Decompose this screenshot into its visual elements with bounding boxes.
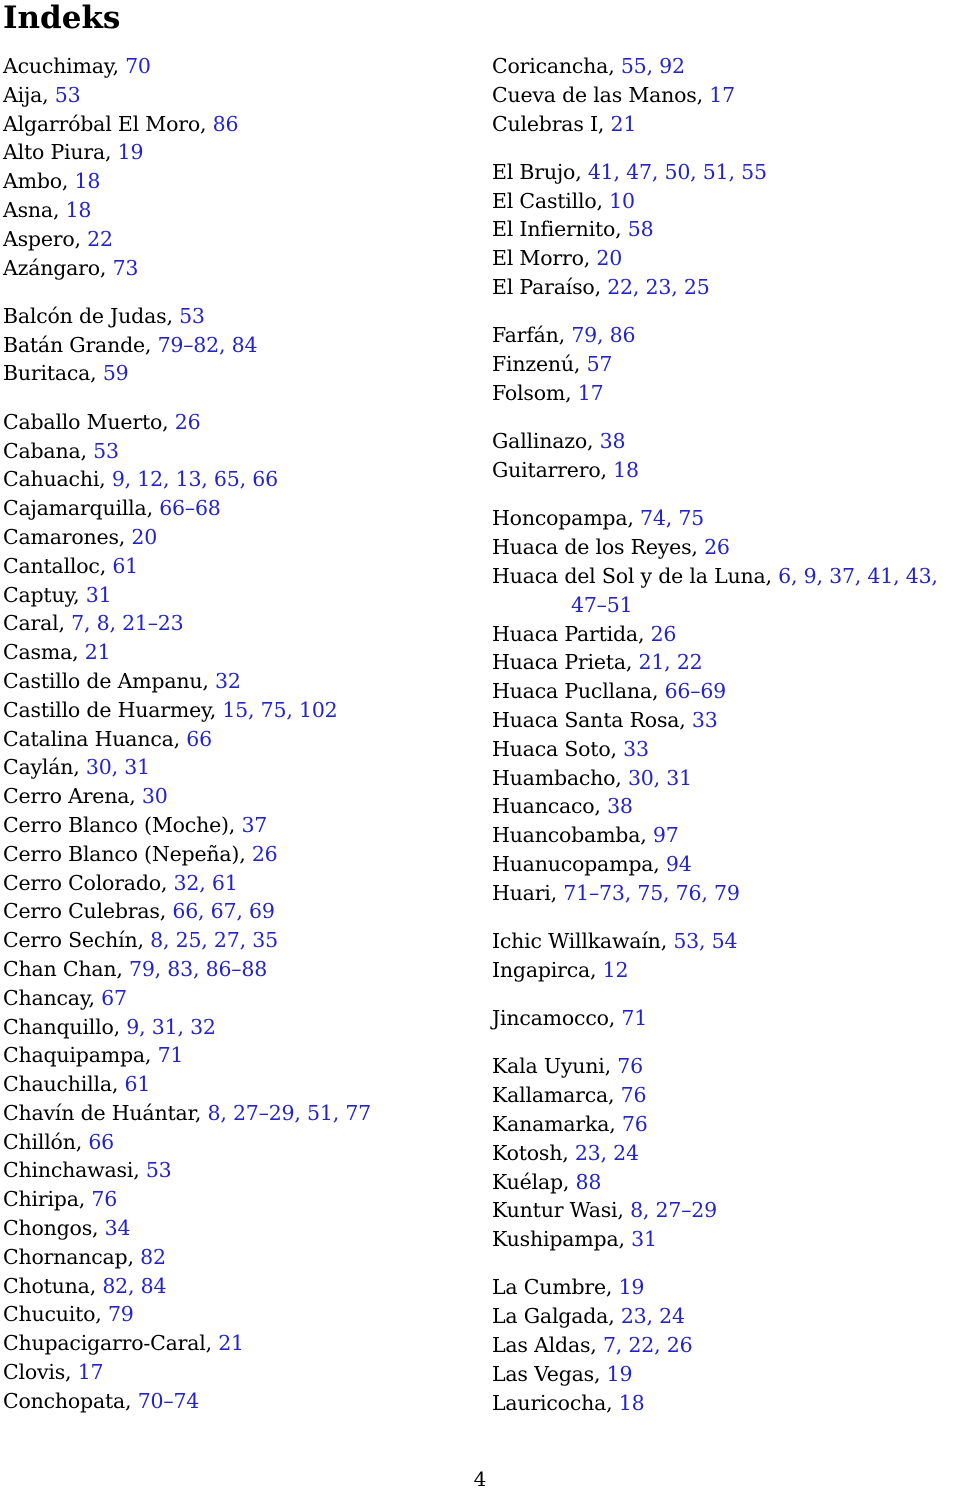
index-term: Chavín de Huántar, xyxy=(3,1100,208,1125)
index-term: Chotuna, xyxy=(3,1273,103,1298)
index-page-links[interactable]: 57 xyxy=(586,352,613,377)
index-term: Chanquillo, xyxy=(3,1014,127,1039)
index-term: La Galgada, xyxy=(492,1304,621,1329)
index-page-links[interactable]: 31 xyxy=(631,1227,657,1252)
index-entry xyxy=(492,215,960,244)
index-term: Cabana, xyxy=(3,438,94,463)
index-term: Cerro Blanco (Nepeña), xyxy=(3,841,252,866)
index-entry xyxy=(3,494,473,523)
index-page-links[interactable]: 86 xyxy=(212,111,239,136)
index-entry xyxy=(3,753,473,782)
index-term: Chupacigarro-Caral, xyxy=(3,1331,219,1356)
index-letter-group xyxy=(492,1273,960,1417)
index-page-links[interactable]: 21 xyxy=(610,111,637,136)
index-entry xyxy=(3,811,473,840)
index-page-links[interactable]: 58 xyxy=(627,217,654,242)
index-page-links[interactable]: 17 xyxy=(577,380,604,405)
index-page-links[interactable]: 8, 27–29, 51, 77 xyxy=(207,1100,372,1125)
index-term: Huanucopampa, xyxy=(492,851,666,876)
index-page-links[interactable]: 53 xyxy=(54,82,81,107)
index-entry xyxy=(3,609,473,638)
index-term: Huaca Pucllana, xyxy=(492,679,665,704)
index-entry xyxy=(3,302,473,331)
index-letter-group xyxy=(492,427,960,485)
index-entry xyxy=(3,1156,473,1185)
index-page-links[interactable]: 20 xyxy=(131,524,158,549)
index-entry xyxy=(492,620,960,649)
index-entry xyxy=(492,81,960,110)
index-term: Conchopata, xyxy=(3,1388,138,1413)
index-page-links[interactable]: 6, 9, 37, 41, 43, 47–51 xyxy=(571,563,938,617)
index-term: Aija, xyxy=(3,82,55,107)
index-page-links[interactable]: 41, 47, 50, 51, 55 xyxy=(587,159,767,184)
index-term: El Brujo, xyxy=(492,159,588,184)
index-entry xyxy=(3,696,473,725)
index-entry xyxy=(492,879,960,908)
index-entry xyxy=(492,1052,960,1081)
index-term: Huaca Soto, xyxy=(492,736,624,761)
index-page-links[interactable]: 79–82, 84 xyxy=(157,332,258,357)
index-letter-group xyxy=(492,504,960,907)
index-term: Kala Uyuni, xyxy=(492,1054,618,1079)
index-page-links[interactable]: 73 xyxy=(112,255,139,280)
index-page-links[interactable]: 7, 22, 26 xyxy=(602,1333,693,1358)
index-entry xyxy=(492,1004,960,1033)
index-term: Kanamarka, xyxy=(492,1112,622,1136)
index-page-links[interactable]: 66 xyxy=(186,726,212,751)
index-term: El Castillo, xyxy=(492,188,610,213)
index-term: Captuy, xyxy=(3,582,86,607)
index-term: Las Aldas, xyxy=(492,1333,603,1358)
index-entry xyxy=(492,533,960,562)
index-term: Batán Grande, xyxy=(3,332,158,357)
index-letter-group xyxy=(3,408,473,1416)
index-entry xyxy=(3,225,473,254)
index-page-links[interactable]: 32, 61 xyxy=(173,870,238,895)
index-left-column xyxy=(3,52,473,1435)
index-page-links[interactable]: 76 xyxy=(620,1083,647,1108)
index-entry xyxy=(492,927,960,956)
index-entry xyxy=(3,437,473,466)
index-term: Huancaco, xyxy=(492,794,608,819)
index-term: Chucuito, xyxy=(3,1302,108,1327)
index-page-links[interactable]: 21, 22 xyxy=(638,650,703,675)
index-page-links[interactable]: 59 xyxy=(102,361,129,386)
index-entry xyxy=(492,504,960,533)
index-entry xyxy=(492,764,960,793)
index-page-links[interactable]: 18 xyxy=(65,197,92,222)
index-entry xyxy=(3,1329,473,1358)
index-page-links[interactable]: 71 xyxy=(157,1043,184,1068)
index-page-links[interactable]: 82 xyxy=(140,1244,166,1269)
index-term: Huaca Santa Rosa, xyxy=(492,707,692,732)
index-entry xyxy=(492,321,960,350)
index-title: Indeks xyxy=(3,0,121,36)
index-page-links[interactable]: 31 xyxy=(85,582,112,607)
index-entry xyxy=(492,379,960,408)
index-entry xyxy=(492,1225,960,1254)
index-term: Camarones, xyxy=(3,524,132,549)
index-term: Huancobamba, xyxy=(492,823,653,848)
index-page-links[interactable]: 19 xyxy=(618,1275,645,1300)
index-page-links[interactable]: 38 xyxy=(599,429,626,454)
index-page-links[interactable]: 70–74 xyxy=(137,1388,200,1413)
index-entry xyxy=(3,465,473,494)
index-entry xyxy=(492,1168,960,1197)
index-entry xyxy=(3,1387,473,1416)
index-entry xyxy=(3,840,473,869)
index-term: Culebras I, xyxy=(492,111,611,136)
index-term: Chaquipampa, xyxy=(3,1043,158,1068)
index-page-links[interactable]: 17 xyxy=(709,82,735,107)
index-page-links[interactable]: 9, 12, 13, 65, 66 xyxy=(111,467,278,492)
index-entry xyxy=(3,523,473,552)
index-term: Coricancha, xyxy=(492,54,621,78)
index-term: El Morro, xyxy=(492,246,597,271)
index-term: Cerro Arena, xyxy=(3,784,142,809)
index-page-links[interactable]: 66–68 xyxy=(159,496,221,521)
index-term: Lauricocha, xyxy=(492,1390,619,1415)
index-entry xyxy=(492,735,960,764)
index-page-links[interactable]: 18 xyxy=(74,169,101,194)
index-entry xyxy=(492,110,960,139)
index-entry xyxy=(3,926,473,955)
index-page-links[interactable]: 53, 54 xyxy=(673,929,738,954)
index-term: Chillón, xyxy=(3,1129,89,1154)
index-letter-group xyxy=(3,302,473,388)
index-page-links[interactable]: 67 xyxy=(101,985,127,1010)
index-letter-group xyxy=(492,1052,960,1254)
index-entry xyxy=(3,1128,473,1157)
index-entry xyxy=(3,984,473,1013)
index-term: Casma, xyxy=(3,640,85,665)
index-page-links[interactable]: 33 xyxy=(691,707,718,732)
index-term: Las Vegas, xyxy=(492,1361,607,1386)
index-term: Clovis, xyxy=(3,1360,78,1385)
index-page-links[interactable]: 26 xyxy=(704,535,730,560)
index-term: Ambo, xyxy=(3,169,75,194)
index-entry xyxy=(492,1110,960,1139)
index-page-links[interactable]: 20 xyxy=(596,246,623,271)
index-page-links[interactable]: 94 xyxy=(665,851,692,876)
index-term: Honcopampa, xyxy=(492,506,641,531)
index-page-links[interactable]: 10 xyxy=(609,188,635,213)
index-page-links[interactable]: 76 xyxy=(91,1187,118,1212)
index-term: Caballo Muerto, xyxy=(3,409,175,434)
index-entry xyxy=(3,331,473,360)
index-term: Huaca Partida, xyxy=(492,621,651,646)
index-term: Catalina Huanca, xyxy=(3,726,187,751)
index-page-links[interactable]: 79, 83, 86–88 xyxy=(128,956,268,981)
index-entry xyxy=(3,1041,473,1070)
index-entry xyxy=(3,196,473,225)
index-term: Cerro Culebras, xyxy=(3,899,173,924)
index-entry xyxy=(3,167,473,196)
index-letter-group xyxy=(3,52,473,282)
index-page-links[interactable]: 71–73, 75, 76, 79 xyxy=(563,880,740,905)
index-entry xyxy=(492,677,960,706)
index-entry xyxy=(3,552,473,581)
index-page-links[interactable]: 22, 23, 25 xyxy=(607,275,710,300)
index-term: Cerro Colorado, xyxy=(3,870,174,895)
index-page-links[interactable]: 82, 84 xyxy=(102,1273,167,1298)
index-entry xyxy=(492,52,960,81)
index-entry xyxy=(3,254,473,283)
index-term: Kallamarca, xyxy=(492,1083,621,1108)
index-entry xyxy=(3,1099,473,1128)
index-page-links[interactable]: 18 xyxy=(613,458,639,483)
index-page-links[interactable]: 30 xyxy=(141,784,168,809)
index-term: Algarróbal El Moro, xyxy=(3,111,213,136)
index-term: Chornancap, xyxy=(3,1244,141,1269)
index-term: Chongos, xyxy=(3,1216,105,1241)
index-page-links[interactable]: 61 xyxy=(112,553,139,578)
index-term: Huari, xyxy=(492,880,564,905)
index-page-links[interactable]: 21 xyxy=(218,1331,244,1356)
index-term: Asna, xyxy=(3,197,66,222)
index-page-links[interactable]: 26 xyxy=(174,409,201,434)
index-term: Cajamarquilla, xyxy=(3,496,160,521)
index-entry xyxy=(3,359,473,388)
index-term: Gallinazo, xyxy=(492,429,600,454)
index-page-links[interactable]: 55, 92 xyxy=(620,54,685,78)
index-term: Aspero, xyxy=(3,226,88,251)
index-page-links[interactable]: 30, 31 xyxy=(85,755,150,780)
index-term: Azángaro, xyxy=(3,255,113,280)
index-entry xyxy=(3,1243,473,1272)
index-term: Farfán, xyxy=(492,323,572,348)
index-page-links[interactable]: 22 xyxy=(87,226,113,251)
index-page-links[interactable]: 8, 25, 27, 35 xyxy=(150,928,278,953)
index-term: Chinchawasi, xyxy=(3,1158,146,1183)
index-page-links[interactable]: 7, 8, 21–23 xyxy=(71,611,184,636)
index-page-links[interactable]: 8, 27–29 xyxy=(630,1198,717,1223)
index-term: Cantalloc, xyxy=(3,553,113,578)
index-entry xyxy=(3,1185,473,1214)
index-page-links[interactable]: 53 xyxy=(179,303,205,328)
index-entry xyxy=(492,1331,960,1360)
index-entry xyxy=(492,1081,960,1110)
index-term: Cahuachi, xyxy=(3,467,112,492)
index-page-links[interactable]: 26 xyxy=(650,621,677,646)
index-entry xyxy=(3,1272,473,1301)
index-page-links[interactable]: 70 xyxy=(125,54,151,78)
index-page-links[interactable]: 9, 31, 32 xyxy=(126,1014,216,1039)
index-term: Caylán, xyxy=(3,755,86,780)
index-entry xyxy=(3,1070,473,1099)
index-term: Kuntur Wasi, xyxy=(492,1198,631,1223)
index-term: Acuchimay, xyxy=(3,54,126,78)
index-letter-group xyxy=(492,321,960,407)
index-page-links[interactable]: 19 xyxy=(606,1361,633,1386)
index-term: Caral, xyxy=(3,611,72,636)
index-entry xyxy=(3,667,473,696)
index-entry xyxy=(3,725,473,754)
index-term: Huaca del Sol y de la Luna, xyxy=(492,563,779,588)
index-entry xyxy=(492,158,960,187)
index-term: Folsom, xyxy=(492,380,578,405)
index-page-links[interactable]: 19 xyxy=(117,140,144,165)
index-term: Alto Piura, xyxy=(3,140,118,165)
index-term: Castillo de Huarmey, xyxy=(3,697,223,722)
index-term: Huaca Prieta, xyxy=(492,650,639,675)
index-term: Cerro Blanco (Moche), xyxy=(3,812,242,837)
index-entry xyxy=(492,1139,960,1168)
index-term: Chiripa, xyxy=(3,1187,92,1212)
index-entry xyxy=(3,110,473,139)
index-term: Kushipampa, xyxy=(492,1227,632,1252)
index-entry xyxy=(3,408,473,437)
index-page-links[interactable]: 66–69 xyxy=(664,679,727,704)
index-entry xyxy=(492,1302,960,1331)
index-term: La Cumbre, xyxy=(492,1275,619,1300)
index-page-links[interactable]: 61 xyxy=(124,1072,151,1097)
index-page-links[interactable]: 38 xyxy=(607,794,633,819)
index-term: Cerro Sechín, xyxy=(3,928,151,953)
index-entry xyxy=(3,1300,473,1329)
index-entry xyxy=(3,955,473,984)
index-letter-group xyxy=(492,927,960,985)
index-entry xyxy=(492,187,960,216)
index-page-links[interactable]: 53 xyxy=(145,1158,172,1183)
index-page-links[interactable]: 23, 24 xyxy=(574,1140,639,1165)
index-entry xyxy=(492,1389,960,1418)
index-entry xyxy=(492,956,960,985)
index-entry xyxy=(492,706,960,735)
index-page-links[interactable]: 71 xyxy=(621,1006,648,1031)
index-page-links[interactable]: 37 xyxy=(241,812,268,837)
index-entry xyxy=(3,52,473,81)
index-term: Finzenú, xyxy=(492,352,587,377)
index-term: Chan Chan, xyxy=(3,956,129,981)
index-entry xyxy=(3,1013,473,1042)
index-entry xyxy=(3,581,473,610)
index-entry xyxy=(492,427,960,456)
index-term: El Paraíso, xyxy=(492,275,608,300)
index-entry xyxy=(3,81,473,110)
index-page-links[interactable]: 97 xyxy=(652,823,679,848)
index-entry xyxy=(492,821,960,850)
index-page-links[interactable]: 88 xyxy=(575,1169,602,1194)
index-page-links[interactable]: 76 xyxy=(617,1054,643,1079)
index-entry xyxy=(3,782,473,811)
index-term: Balcón de Judas, xyxy=(3,303,180,328)
index-page-links[interactable]: 76 xyxy=(621,1112,648,1136)
index-term: Chauchilla, xyxy=(3,1072,125,1097)
index-entry xyxy=(492,1360,960,1389)
index-page-links[interactable]: 53 xyxy=(93,438,119,463)
index-entry xyxy=(492,456,960,485)
index-term: Ingapirca, xyxy=(492,957,603,982)
index-entry xyxy=(3,638,473,667)
index-page-links[interactable]: 12 xyxy=(602,957,629,982)
index-entry xyxy=(492,244,960,273)
index-page-links[interactable]: 33 xyxy=(623,736,649,761)
index-term: Buritaca, xyxy=(3,361,103,386)
index-term: Huaca de los Reyes, xyxy=(492,535,705,560)
index-entry xyxy=(3,897,473,926)
index-page-links[interactable]: 30, 31 xyxy=(627,765,692,790)
index-page-links[interactable]: 18 xyxy=(618,1390,645,1415)
index-term: Jincamocco, xyxy=(492,1006,622,1031)
index-term: Chancay, xyxy=(3,985,102,1010)
index-entry xyxy=(492,1196,960,1225)
index-letter-group xyxy=(492,1004,960,1033)
index-entry xyxy=(3,1358,473,1387)
index-letter-group xyxy=(492,158,960,302)
index-entry xyxy=(492,350,960,379)
index-page-links[interactable]: 17 xyxy=(77,1360,104,1385)
index-page-links[interactable]: 15, 75, 102 xyxy=(222,697,338,722)
index-entry xyxy=(492,273,960,302)
index-page-links[interactable]: 32 xyxy=(215,668,241,693)
index-page-links[interactable]: 34 xyxy=(104,1216,131,1241)
index-page-links[interactable]: 79 xyxy=(107,1302,134,1327)
index-term: Kuélap, xyxy=(492,1169,576,1194)
index-entry xyxy=(3,869,473,898)
index-entry xyxy=(492,850,960,879)
index-page-links[interactable]: 66, 67, 69 xyxy=(172,899,275,924)
index-entry xyxy=(492,648,960,677)
index-right-column xyxy=(492,52,960,1437)
index-page-links[interactable]: 23, 24 xyxy=(620,1304,685,1329)
index-entry xyxy=(492,1273,960,1302)
index-term: Guitarrero, xyxy=(492,458,614,483)
page-number: 4 xyxy=(473,1467,487,1491)
index-page-links[interactable]: 26 xyxy=(251,841,278,866)
index-entry xyxy=(3,1214,473,1243)
index-term: Castillo de Ampanu, xyxy=(3,668,215,693)
index-letter-group xyxy=(492,52,960,138)
index-term: Ichic Willkawaín, xyxy=(492,929,674,954)
index-term: Cueva de las Manos, xyxy=(492,82,710,107)
index-page-links[interactable]: 79, 86 xyxy=(571,323,636,348)
index-term: El Infiernito, xyxy=(492,217,628,242)
index-page-links[interactable]: 74, 75 xyxy=(640,506,705,531)
index-page-links[interactable]: 66 xyxy=(88,1129,115,1154)
index-entry xyxy=(492,792,960,821)
index-term: Kotosh, xyxy=(492,1140,575,1165)
index-entry xyxy=(3,138,473,167)
index-page-links[interactable]: 21 xyxy=(84,640,111,665)
index-term: Huambacho, xyxy=(492,765,628,790)
index-entry xyxy=(492,562,960,620)
